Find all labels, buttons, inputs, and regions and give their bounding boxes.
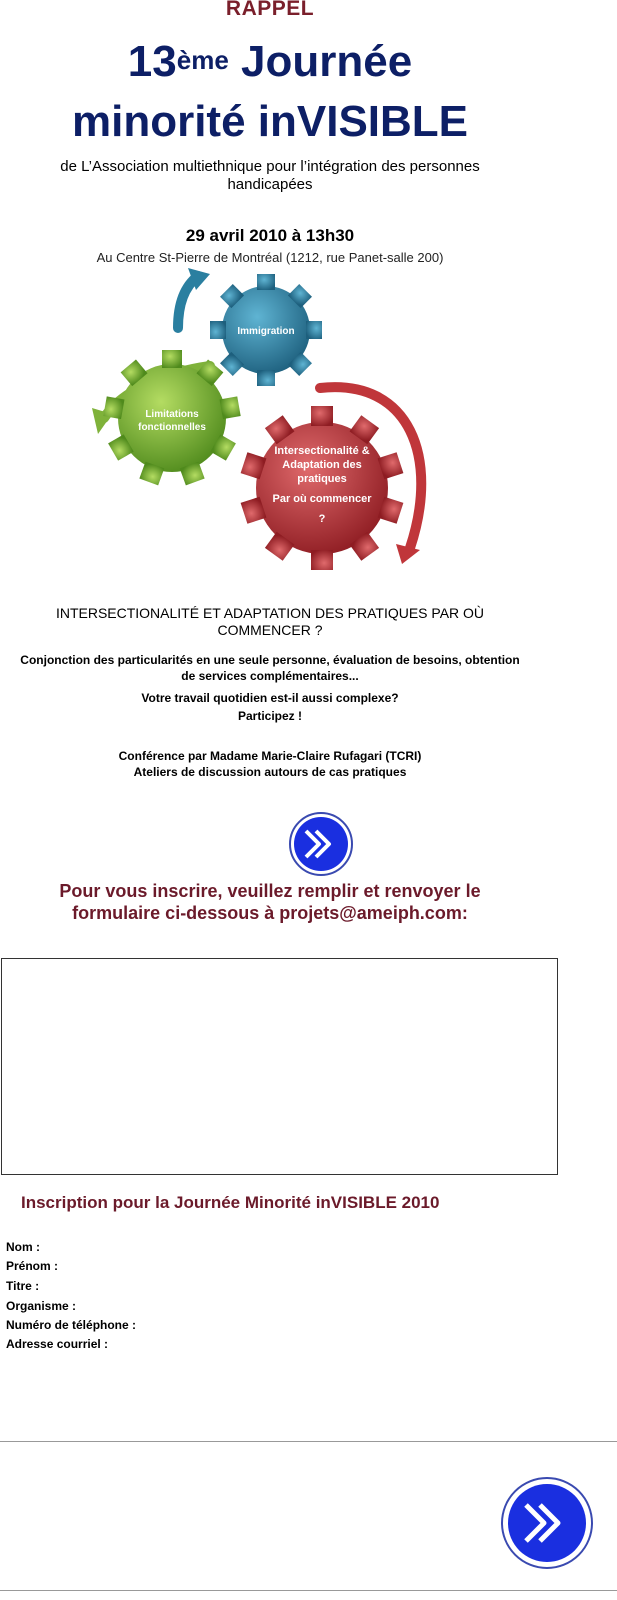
gears-diagram — [90, 268, 460, 598]
page-title-line2: minorité inVISIBLE — [71, 97, 469, 146]
description-line2: Votre travail quotidien est-il aussi complexe? — [141, 691, 399, 705]
red-arrowhead — [396, 544, 420, 564]
description-line1: Conjonction des particularités en une seule personne, évaluation de besoins, obtention de services complémentaires... — [20, 653, 520, 683]
field-titre: Titre : — [6, 1279, 40, 1293]
gear-immigration — [210, 274, 322, 386]
field-organisme: Organisme : — [6, 1299, 77, 1313]
title-number: 13 — [127, 37, 177, 86]
divider-bottom — [0, 1590, 617, 1591]
gear-immigration-label: Immigration — [237, 326, 295, 337]
title-superscript: ème — [176, 45, 229, 75]
section-heading: INTERSECTIONALITÉ ET ADAPTATION DES PRATIQUES PAR OÙ COMMENCER ? — [55, 605, 485, 638]
workshops-line: Ateliers de discussion autours de cas pratiques — [133, 765, 407, 779]
gear-intersec-label-4: Par où commencer — [272, 493, 372, 505]
gear-intersec-label-1: Intersectionalité & — [274, 445, 370, 457]
next-button-bottom[interactable] — [500, 1476, 594, 1570]
gear-intersectionalite — [241, 406, 404, 570]
event-venue: Au Centre St-Pierre de Montréal (1212, rue Panet-salle 200) — [96, 250, 444, 265]
field-nom: Nom : — [6, 1240, 40, 1254]
event-date: 29 avril 2010 à 13h30 — [185, 226, 355, 245]
title-word: Journée — [228, 37, 413, 86]
subtitle: de L’Association multiethnique pour l’intégration des personnes handicapées — [60, 158, 480, 193]
field-prenom: Prénom : — [6, 1259, 59, 1273]
field-telephone: Numéro de téléphone : — [6, 1318, 137, 1332]
gear-intersec-label-2: Adaptation des — [282, 459, 362, 471]
gear-limitations-label-1: Limitations — [145, 409, 199, 420]
divider-top — [0, 1441, 617, 1442]
page-title-line1 — [0, 38, 540, 86]
registration-instructions: Pour vous inscrire, veuillez remplir et renvoyer le formulaire ci-dessous à projets@ameiph.com: — [59, 881, 481, 923]
form-box[interactable] — [1, 958, 558, 1175]
gear-limitations — [103, 350, 240, 485]
field-courriel: Adresse courriel : — [6, 1337, 109, 1351]
rappel-label: RAPPEL — [225, 0, 315, 20]
gear-intersec-label-3: pratiques — [297, 473, 347, 485]
form-title: Inscription pour la Journée Minorité inVISIBLE 2010 — [21, 1193, 440, 1212]
next-button[interactable] — [288, 811, 354, 877]
description-line3: Participez ! — [237, 709, 303, 723]
conference-line: Conférence par Madame Marie-Claire Rufagari (TCRI) — [118, 749, 422, 763]
gear-limitations-label-2: fonctionnelles — [138, 422, 206, 433]
gear-intersec-label-5: ? — [318, 513, 326, 525]
